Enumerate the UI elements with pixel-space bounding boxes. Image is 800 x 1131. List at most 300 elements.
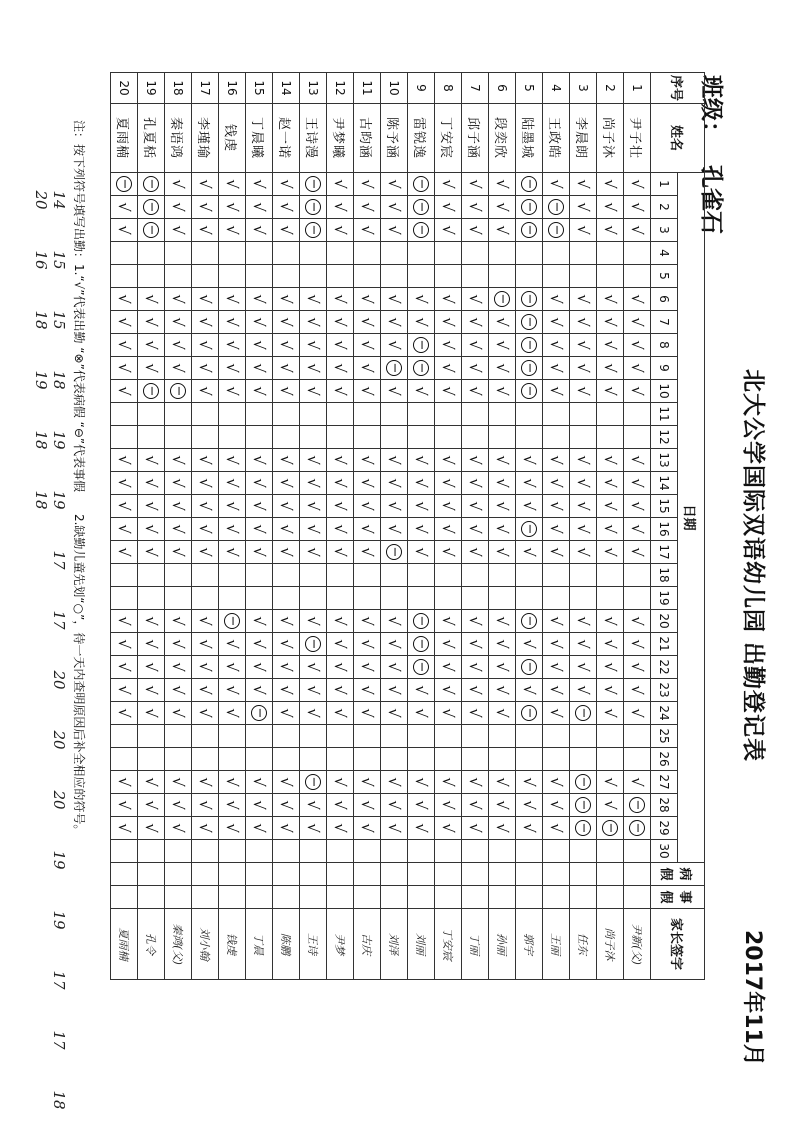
leave-mark: −: [251, 705, 267, 721]
present-mark: √: [385, 340, 404, 350]
attendance-table: [110, 72, 705, 980]
sick-count-cell: [300, 863, 327, 886]
leave-mark: −: [521, 705, 537, 721]
present-mark: √: [331, 639, 350, 649]
present-mark: √: [223, 179, 242, 189]
present-mark: √: [115, 662, 134, 672]
table-row: [192, 73, 219, 980]
attendance-cell: [489, 564, 516, 587]
daily-total: 19: [32, 370, 50, 390]
present-mark: √: [115, 317, 134, 327]
day-header-12: 12: [651, 426, 678, 449]
attendance-cell: [300, 242, 327, 265]
sick-count-cell: [435, 863, 462, 886]
attendance-cell: [570, 288, 597, 311]
day-header-18: 18: [651, 564, 678, 587]
attendance-cell: [246, 840, 273, 863]
attendance-cell: [489, 472, 516, 495]
child-name: 夏雨楠: [111, 104, 138, 173]
attendance-cell: [516, 380, 543, 403]
day-header-16: 16: [651, 518, 678, 541]
present-mark: √: [601, 478, 620, 488]
attendance-cell: [597, 748, 624, 771]
table-row: [381, 73, 408, 980]
present-mark: √: [412, 386, 431, 396]
present-mark: √: [142, 800, 161, 810]
attendance-cell: [273, 449, 300, 472]
attendance-cell: [300, 495, 327, 518]
attendance-cell: [462, 748, 489, 771]
attendance-cell: [219, 242, 246, 265]
attendance-cell: [354, 748, 381, 771]
legend-note: [71, 120, 88, 854]
attendance-cell: [246, 564, 273, 587]
present-mark: √: [250, 386, 269, 396]
leave-mark: −: [386, 544, 402, 560]
attendance-cell: [219, 656, 246, 679]
attendance-cell: [408, 311, 435, 334]
present-mark: √: [142, 708, 161, 718]
attendance-cell: [165, 725, 192, 748]
daily-totals: [32, 170, 68, 1131]
present-mark: √: [574, 639, 593, 649]
attendance-cell: [435, 817, 462, 840]
attendance-cell: [597, 196, 624, 219]
day-header-23: 23: [651, 679, 678, 702]
attendance-cell: [327, 495, 354, 518]
attendance-cell: [111, 380, 138, 403]
attendance-cell: [354, 794, 381, 817]
attendance-cell: [543, 840, 570, 863]
attendance-cell: [246, 403, 273, 426]
header-row-1: [678, 73, 705, 980]
attendance-cell: [435, 219, 462, 242]
attendance-cell: [138, 771, 165, 794]
child-name: 李晨朗: [570, 104, 597, 173]
attendance-cell: [624, 311, 651, 334]
attendance-cell: [273, 403, 300, 426]
attendance-cell: [381, 334, 408, 357]
present-mark: √: [466, 317, 485, 327]
present-mark: √: [466, 708, 485, 718]
attendance-cell: [273, 196, 300, 219]
present-mark: √: [115, 800, 134, 810]
daily-total: 19: [50, 910, 68, 930]
attendance-cell: [111, 702, 138, 725]
name-header: 姓名: [651, 104, 705, 173]
attendance-cell: [489, 196, 516, 219]
attendance-cell: [246, 702, 273, 725]
attendance-cell: [354, 679, 381, 702]
parent-signature: 丁晨: [246, 909, 273, 980]
present-mark: √: [547, 179, 566, 189]
attendance-cell: [327, 840, 354, 863]
attendance-cell: [354, 311, 381, 334]
attendance-cell: [300, 656, 327, 679]
present-mark: √: [223, 547, 242, 557]
present-mark: √: [358, 294, 377, 304]
attendance-cell: [165, 334, 192, 357]
attendance-cell: [219, 334, 246, 357]
present-mark: √: [115, 823, 134, 833]
present-mark: √: [385, 777, 404, 787]
present-mark: √: [601, 501, 620, 511]
attendance-cell: [111, 334, 138, 357]
attendance-cell: [462, 587, 489, 610]
present-mark: √: [385, 800, 404, 810]
attendance-cell: [462, 679, 489, 702]
present-mark: √: [169, 478, 188, 488]
leave-mark: −: [521, 360, 537, 376]
attendance-cell: [111, 219, 138, 242]
attendance-cell: [516, 794, 543, 817]
sick-count-cell: [624, 863, 651, 886]
child-name: 王政皓: [543, 104, 570, 173]
present-mark: √: [520, 800, 539, 810]
attendance-cell: [246, 679, 273, 702]
present-mark: √: [169, 616, 188, 626]
attendance-cell: [111, 265, 138, 288]
attendance-cell: [624, 702, 651, 725]
present-mark: √: [628, 317, 647, 327]
attendance-cell: [138, 564, 165, 587]
attendance-cell: [273, 472, 300, 495]
attendance-cell: [354, 403, 381, 426]
attendance-cell: [543, 725, 570, 748]
attendance-cell: [435, 265, 462, 288]
attendance-cell: [273, 518, 300, 541]
attendance-cell: [570, 357, 597, 380]
present-mark: √: [412, 685, 431, 695]
attendance-cell: [165, 702, 192, 725]
present-mark: √: [439, 455, 458, 465]
attendance-cell: [327, 472, 354, 495]
attendance-cell: [273, 771, 300, 794]
attendance-cell: [597, 173, 624, 196]
attendance-cell: [300, 288, 327, 311]
attendance-cell: [516, 587, 543, 610]
present-mark: √: [628, 547, 647, 557]
attendance-cell: [354, 725, 381, 748]
present-mark: √: [358, 639, 377, 649]
attendance-cell: [435, 518, 462, 541]
attendance-cell: [516, 702, 543, 725]
attendance-cell: [138, 242, 165, 265]
attendance-cell: [408, 794, 435, 817]
present-mark: √: [223, 340, 242, 350]
attendance-cell: [327, 311, 354, 334]
attendance-cell: [570, 196, 597, 219]
attendance-cell: [624, 242, 651, 265]
present-mark: √: [223, 317, 242, 327]
present-mark: √: [493, 685, 512, 695]
attendance-cell: [570, 495, 597, 518]
attendance-cell: [219, 771, 246, 794]
child-name: 尹梦曦: [327, 104, 354, 173]
parent-signature: 孔令: [138, 909, 165, 980]
attendance-cell: [219, 817, 246, 840]
attendance-cell: [219, 702, 246, 725]
row-seq: 1: [624, 73, 651, 104]
attendance-cell: [570, 564, 597, 587]
daily-total: 15: [50, 310, 68, 330]
present-mark: √: [574, 455, 593, 465]
attendance-cell: [489, 725, 516, 748]
attendance-cell: [543, 518, 570, 541]
present-mark: √: [358, 340, 377, 350]
present-mark: √: [115, 478, 134, 488]
attendance-cell: [138, 196, 165, 219]
attendance-cell: [111, 472, 138, 495]
attendance-cell: [570, 311, 597, 334]
attendance-cell: [165, 196, 192, 219]
attendance-cell: [327, 564, 354, 587]
present-mark: √: [331, 340, 350, 350]
attendance-cell: [165, 380, 192, 403]
attendance-cell: [273, 840, 300, 863]
attendance-cell: [327, 587, 354, 610]
attendance-cell: [516, 426, 543, 449]
attendance-cell: [300, 541, 327, 564]
present-mark: √: [277, 501, 296, 511]
present-mark: √: [277, 616, 296, 626]
attendance-cell: [327, 265, 354, 288]
attendance-cell: [246, 196, 273, 219]
attendance-cell: [192, 656, 219, 679]
present-mark: √: [574, 685, 593, 695]
attendance-cell: [219, 196, 246, 219]
present-mark: √: [628, 179, 647, 189]
attendance-cell: [543, 794, 570, 817]
present-mark: √: [412, 800, 431, 810]
present-mark: √: [439, 363, 458, 373]
attendance-cell: [300, 725, 327, 748]
present-mark: √: [466, 616, 485, 626]
row-seq: 19: [138, 73, 165, 104]
attendance-cell: [165, 265, 192, 288]
attendance-cell: [354, 840, 381, 863]
daily-total: 19: [50, 850, 68, 870]
present-mark: √: [493, 363, 512, 373]
attendance-cell: [570, 587, 597, 610]
present-mark: √: [331, 685, 350, 695]
attendance-cell: [354, 196, 381, 219]
attendance-cell: [435, 587, 462, 610]
leave-mark: −: [521, 176, 537, 192]
attendance-cell: [246, 288, 273, 311]
attendance-cell: [624, 748, 651, 771]
attendance-cell: [570, 725, 597, 748]
row-seq: 20: [111, 73, 138, 104]
leave-mark: −: [521, 291, 537, 307]
leave-count-cell: [435, 886, 462, 909]
attendance-cell: [354, 380, 381, 403]
date-header: 日期: [678, 173, 705, 863]
present-mark: √: [223, 639, 242, 649]
attendance-cell: [273, 587, 300, 610]
attendance-cell: [327, 334, 354, 357]
attendance-cell: [273, 242, 300, 265]
present-mark: √: [520, 639, 539, 649]
present-mark: √: [169, 225, 188, 235]
present-mark: √: [250, 800, 269, 810]
attendance-cell: [192, 748, 219, 771]
attendance-cell: [543, 242, 570, 265]
attendance-cell: [219, 380, 246, 403]
present-mark: √: [304, 455, 323, 465]
attendance-cell: [273, 288, 300, 311]
attendance-cell: [543, 288, 570, 311]
present-mark: √: [169, 777, 188, 787]
present-mark: √: [520, 455, 539, 465]
present-mark: √: [169, 662, 188, 672]
attendance-cell: [597, 771, 624, 794]
day-header-row: [651, 73, 678, 980]
attendance-cell: [138, 472, 165, 495]
day-header-1: 1: [651, 173, 678, 196]
attendance-cell: [138, 357, 165, 380]
attendance-cell: [543, 564, 570, 587]
present-mark: √: [493, 179, 512, 189]
present-mark: √: [628, 202, 647, 212]
present-mark: √: [250, 225, 269, 235]
present-mark: √: [169, 202, 188, 212]
attendance-cell: [435, 495, 462, 518]
leave-mark: −: [575, 797, 591, 813]
attendance-cell: [273, 817, 300, 840]
present-mark: √: [493, 777, 512, 787]
present-mark: √: [142, 340, 161, 350]
present-mark: √: [358, 179, 377, 189]
attendance-cell: [543, 541, 570, 564]
attendance-cell: [543, 771, 570, 794]
present-mark: √: [493, 202, 512, 212]
present-mark: √: [196, 294, 215, 304]
attendance-cell: [138, 449, 165, 472]
leave-mark: −: [413, 360, 429, 376]
leave-mark: −: [413, 222, 429, 238]
present-mark: √: [223, 524, 242, 534]
attendance-cell: [165, 449, 192, 472]
present-mark: √: [439, 317, 458, 327]
day-header-13: 13: [651, 449, 678, 472]
present-mark: √: [277, 639, 296, 649]
attendance-cell: [246, 656, 273, 679]
leave-count-cell: [570, 886, 597, 909]
table-row: [246, 73, 273, 980]
attendance-cell: [408, 656, 435, 679]
attendance-cell: [597, 564, 624, 587]
attendance-cell: [489, 449, 516, 472]
attendance-cell: [192, 541, 219, 564]
attendance-cell: [435, 334, 462, 357]
present-mark: √: [196, 340, 215, 350]
attendance-cell: [354, 771, 381, 794]
present-mark: √: [574, 179, 593, 189]
attendance-cell: [246, 748, 273, 771]
attendance-cell: [489, 656, 516, 679]
present-mark: √: [601, 547, 620, 557]
attendance-cell: [327, 219, 354, 242]
attendance-cell: [381, 633, 408, 656]
attendance-cell: [597, 656, 624, 679]
attendance-cell: [300, 817, 327, 840]
day-header-4: 4: [651, 242, 678, 265]
present-mark: √: [115, 225, 134, 235]
attendance-cell: [246, 219, 273, 242]
present-mark: √: [439, 662, 458, 672]
table-row: [462, 73, 489, 980]
present-mark: √: [493, 317, 512, 327]
attendance-cell: [192, 472, 219, 495]
attendance-cell: [219, 265, 246, 288]
present-mark: √: [520, 478, 539, 488]
attendance-cell: [246, 610, 273, 633]
attendance-cell: [219, 633, 246, 656]
present-mark: √: [277, 202, 296, 212]
present-mark: √: [277, 225, 296, 235]
parent-signature: 郭宇: [516, 909, 543, 980]
attendance-cell: [516, 242, 543, 265]
attendance-cell: [489, 518, 516, 541]
attendance-cell: [408, 840, 435, 863]
present-mark: √: [385, 823, 404, 833]
attendance-cell: [624, 380, 651, 403]
attendance-cell: [462, 771, 489, 794]
attendance-cell: [489, 380, 516, 403]
attendance-cell: [111, 242, 138, 265]
present-mark: √: [547, 478, 566, 488]
present-mark: √: [574, 294, 593, 304]
attendance-cell: [489, 403, 516, 426]
attendance-cell: [138, 702, 165, 725]
daily-total: 14: [50, 190, 68, 210]
present-mark: √: [601, 363, 620, 373]
attendance-cell: [462, 219, 489, 242]
attendance-cell: [624, 564, 651, 587]
present-mark: √: [250, 501, 269, 511]
daily-total: 20: [50, 730, 68, 750]
attendance-cell: [462, 334, 489, 357]
present-mark: √: [601, 800, 620, 810]
parent-signature: 钱虔: [219, 909, 246, 980]
present-mark: √: [277, 823, 296, 833]
attendance-cell: [300, 840, 327, 863]
day-header-2: 2: [651, 196, 678, 219]
attendance-cell: [570, 656, 597, 679]
leave-mark: −: [629, 820, 645, 836]
day-header-3: 3: [651, 219, 678, 242]
day-header-27: 27: [651, 771, 678, 794]
present-mark: √: [439, 685, 458, 695]
attendance-cell: [192, 173, 219, 196]
attendance-cell: [516, 771, 543, 794]
present-mark: √: [439, 616, 458, 626]
present-mark: √: [331, 179, 350, 189]
attendance-cell: [354, 219, 381, 242]
leave-mark: −: [386, 360, 402, 376]
present-mark: √: [304, 708, 323, 718]
present-mark: √: [358, 501, 377, 511]
attendance-cell: [489, 587, 516, 610]
attendance-cell: [192, 380, 219, 403]
attendance-cell: [300, 219, 327, 242]
attendance-cell: [300, 403, 327, 426]
parent-signature: 秦鸿(父): [165, 909, 192, 980]
sick-header: 病假: [651, 863, 705, 886]
present-mark: √: [169, 363, 188, 373]
present-mark: √: [115, 294, 134, 304]
